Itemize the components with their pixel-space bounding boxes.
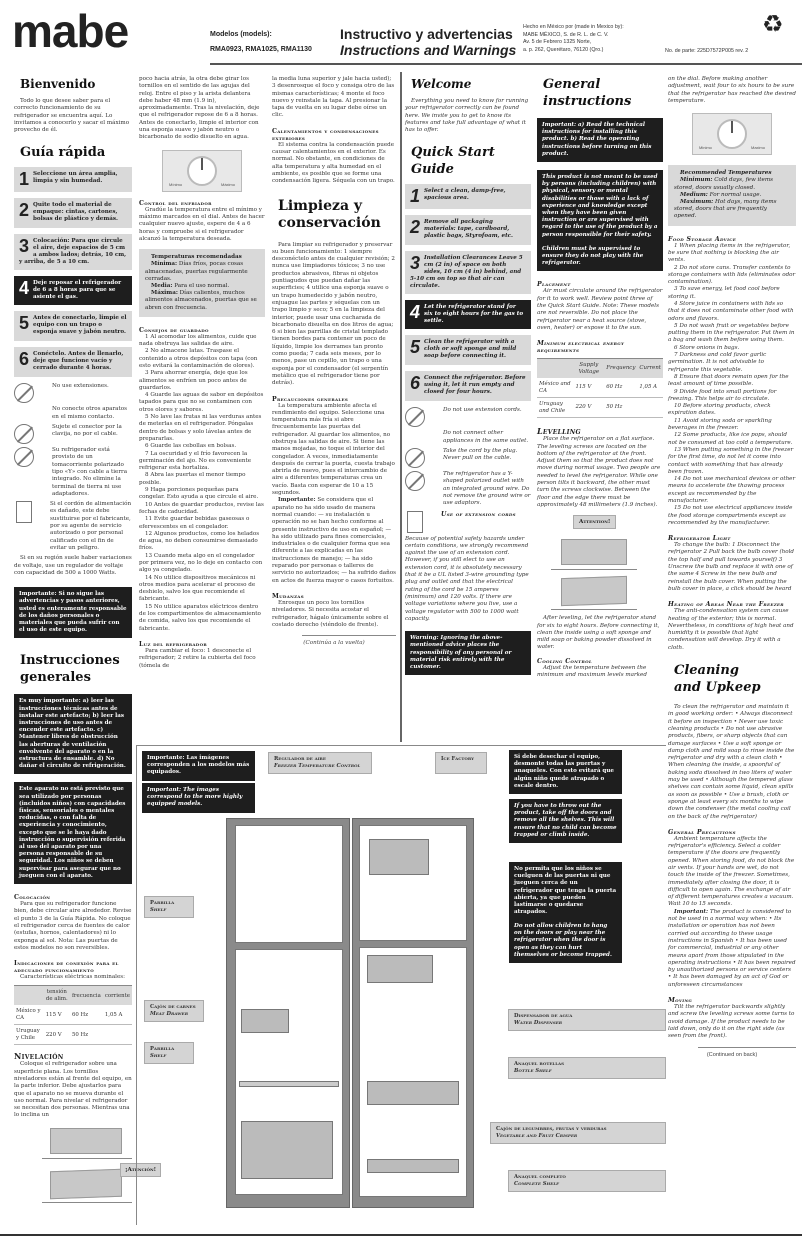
very-important-box: Es muy importante: a) leer las instrucciones técnicas antes de instalar este artefacto; b) leer las instrucciones de uso antes de encender este artefacto. c) Mantener libres de obstrucción las aberturas de ventilación envolvente del aparato o en la estructura de ensamble. d) No dañar el circuito de refrigeración. xyxy=(14,694,132,774)
leveling-illustration xyxy=(14,1126,132,1206)
storage-tip: 5 No lave las frutas ni las verduras antes de meterlas en el refrigerador. Póngalas dentro de bolsas y solo lávelas antes de prepararlas. xyxy=(139,414,262,442)
storage-tip: 1 When placing items in the refrigerator, be sure that nothing is blocking the air vents. xyxy=(668,242,791,264)
placement-title: Colocación xyxy=(14,894,51,902)
column-3 xyxy=(272,76,396,646)
column-6 xyxy=(668,76,796,1058)
moving-text-en: Tilt the refrigerator backwards slightly and screw the leveling screws some turns to avoid damage. If the product needs to be laid down, only do it on the right side (as seen from the front). xyxy=(668,1004,795,1040)
glass-shelf-shape xyxy=(239,1081,339,1087)
ice-factory-shape xyxy=(369,839,429,875)
warning-cord: Si el cordón de alimentación es dañado, este debe sustituirse por el fabricante, por su agente de servicio autorizado o por personal calificado con el fin de evitar un peligro. xyxy=(14,501,132,552)
leveling-text: Coloque el refrigerador sobre una superficie plana. Los tornillos niveladores están al frente del equipo, en la parte inferior. Debe ajustarlos para que el aparato no se mueva durante el uso normal. Para nivelar el refrigerador se necesitan dos personas. Mientras una lo inclina un xyxy=(14,1061,132,1119)
column-5 xyxy=(537,76,663,679)
storage-tip: 11 Evite guardar bebidas gaseosas o efervescentes en el congelador. xyxy=(139,516,250,530)
recommended-temps-box-en: Recommended Temperatures Minimum: Cold days, few items stored, doors usually closed. Medium: For normal usage. Maximum: Hot days, many items stored, doors that are frequently opened. xyxy=(668,165,796,225)
callout-crisper: Cajón de legumbres, frutas y verduras Vegetable and Fruit Crisper xyxy=(490,1122,666,1144)
storage-tip: 3 To save energy, let food cool before storing it. xyxy=(668,286,780,300)
levelling-illustration xyxy=(537,515,663,611)
important-text-en: Important: The product is considered to not be used in a normal way when: • Its installation or operation has not been carried out according to these usage instructions in Spanish • It has been used for commercial, industrial or any other means apart from those stipulated in the operating instructions • It has been repaired by unauthorized persons or service centers • It has been damaged by an act of God or unforeseen circumstances xyxy=(668,908,796,988)
warning-extension: No use extensiones. xyxy=(14,383,132,403)
no-extension-icon xyxy=(14,383,34,403)
precautions-title-en: General Precautions xyxy=(668,828,736,836)
cooler-text: Gradúe la temperatura entre el mínimo y máximo marcados en el dial. Antes de hacer cualquier nuevo ajuste, espere de 4 a 6 horas y compruebe si el refrigerador alcanzó la temperatura deseada. xyxy=(139,206,265,242)
column-2 xyxy=(139,76,265,670)
storage-tip: 13 Cuando meta algo en el congelador por primera vez, no lo deje en contacto con algo ya congelado. xyxy=(139,552,263,574)
diagram-note-en: Important: The images correspond to the more highly equipped models. xyxy=(142,783,255,813)
callout-shelf-mid: Parrilla Shelf xyxy=(144,1042,194,1064)
storage-tip: 5 Do not wash fruit or vegetables before putting them in the refrigerator. Put them in a bag and wash them before using them. xyxy=(668,322,795,344)
important-box: Importante: Si no sigue las advertencias y pasos anteriores, usted es enteramente responsable de los daños personales o materiales que pueda sufrir con el uso de este equipo. xyxy=(14,587,132,638)
quick-step-1-en: 1 Select a clean, damp-free, spacious area. xyxy=(405,184,531,209)
storage-tip: 13 When putting something in the freezer for the first time, do not let it come into contact with something that has already been frozen. xyxy=(668,446,794,475)
dial-knob[interactable] xyxy=(717,119,747,149)
quick-step-3-en: 3 Installation Clearances Leave 5 cm (2 in) of space on both sides, 10 cm (4 in) behind, and 5-10 cm on top so that air can circulate. xyxy=(405,251,531,294)
crisper-shape xyxy=(241,1121,333,1179)
warning-plug: Sujete el conector por la clavija, no por el cable. xyxy=(14,424,132,444)
heating-text-en: The anti-condensation system can cause heating of the exterior; this is normal. Nevertheless, in conditions of high heat and humidity it is possible that light condensation will develop. Dry it with a cloth. xyxy=(668,608,794,651)
divider xyxy=(698,1047,796,1048)
cooler-title: Control del enfriador xyxy=(139,199,212,207)
connection-title: Indicaciones de conexión para el adecuado funcionamiento xyxy=(14,960,119,975)
storage-tip: 9 Divide food into small portions for freezing. This helps air to circulate. xyxy=(668,388,777,402)
voltage-text: Si en su región suele haber variaciones de voltaje, use un regulador de voltaje con capacidad de 500 a 1000 Watts. xyxy=(14,555,132,576)
callout-ice-factory: Ice Factory xyxy=(435,752,487,774)
column-divider xyxy=(400,72,402,742)
divider xyxy=(302,635,396,636)
moving-text: Enrosque un poco los tornillos niveladores. Si necesita acostar el refrigerador, hágalo únicamente sobre el costado derecho (viéndolo de frente). xyxy=(272,599,389,628)
water-dispenser-shape xyxy=(367,955,433,983)
quick-step-2: 2 Quite todo el material de empaque: cintas, cartones, bolsas de plástico y demás. xyxy=(14,198,132,228)
children-warning-es: No permita que los niños se cuelguen de las puertas ni que jueguen cerca de un refrigerador que tenga la puerta abierta, ya que pueden lastimarse o quedarse atrapados. xyxy=(509,862,622,920)
section-title-quickstart: Quick Start Guide xyxy=(411,145,495,178)
moving-title-en: Moving xyxy=(668,997,693,1005)
bottom-rule xyxy=(0,1234,802,1236)
placement-title-en: Placement xyxy=(537,281,571,289)
dial-max-label: Maximo xyxy=(750,145,765,151)
after-levelling-text: After leveling, let the refrigerator stand for six to eight hours. Before connecting it, clean the inside using a soft sponge and mild soap or baking powder dissolved in water. xyxy=(537,615,660,651)
continued-es: (Continúa a la vuelta) xyxy=(303,640,365,647)
models-list: RMA0923, RMA1025, RMA1130 xyxy=(210,46,312,53)
quick-step-4: 4 Deje reposar el refrigerador de 6 a 8 horas para que se asiente el gas. xyxy=(14,276,132,305)
storage-tip: 3 Para ahorrar energía, deje que los alimentos se enfríen un poco antes de guardarlos. xyxy=(139,370,248,391)
section-title-welcome: Welcome xyxy=(411,77,472,91)
quick-step-6: 6 Conéctelo. Antes de llenarlo, deje que funcione vacío y cerrado durante 4 horas. xyxy=(14,347,132,377)
section-title-limpieza: Limpieza y conservación xyxy=(278,197,381,231)
fridge-right-door xyxy=(352,818,474,1208)
cooling-cont-text: on the dial. Before making another adjustment, wait four to six hours to be sure that the refrigerator has reached the desired temperature. xyxy=(668,76,797,104)
cleaning-text-en: To clean the refrigerator and maintain it in good working order: • Always disconnect it before an inspection • Never use toxic cleaning products • Do not use abrasive products, fibers, or sharp objects that can damage surfaces • Use a soft sponge or damp cloth and mild soap to rinse inside the refrigerator and dry with a clean cloth • When cleaning the inside, a spoonful of baking soda dissolved in two liters of water may be used • Although the tempered glass shelves can contain some liquid, clean spills as soon as possible • Use a brush, cloth or sponge at least every six months to wipe down the condenser (the metal cooling coil on the back of the refrigerator) xyxy=(668,704,795,820)
welcome-text-en: Everything you need to know for running your refrigerator correctly can be found here. We invite you to get to know its features and take full advantage of what it has to offer. xyxy=(405,98,529,134)
placement-text-en: Air must circulate around the refrigerator for it to work well. Review point three of the Quick Start Guide. Note: These models are not reversible. Do not place the refrigerator near a heat source (stove, oven, heater) or expose it to the sun. xyxy=(537,288,663,331)
important-text-es: Importante: Se considera que el aparato no ha sido usado de manera normal cuando: — su instalación u operación no se han hecho conforme al presente instructivo de uso en español; — ha sido utilizado para fines comerciales, industriales o de cualquier forma que sea diferente a las explicadas en las instrucciones de manejo; — ha sido reparado por personas o talleres de servicio no autorizados; — ha sufrido daños en actos de fuerza mayor o casos fortuitos. xyxy=(272,497,396,584)
storage-tip: 12 Some products, like ice pops, should not be consumed at too cold a temperature. xyxy=(668,432,793,446)
placement-text: Para que su refrigerador funcione bien, debe circular aire alrededor. Revise el punto 3 de la Guía Rápida. No coloque el refrigerador cerca de fuentes de calor (estufas, hornos, calentadores) ni lo exponga al sol. Nota: Las puertas de estos modelos no son reversibles. xyxy=(14,901,132,951)
quick-step-6-en: 6 Connect the refrigerator. Before using it, let it run empty and closed for four hours. xyxy=(405,371,531,401)
welcome-text: Todo lo que desee saber para el correcto funcionamiento de su refrigerador se encuentra aquí. Lo invitamos a conocerlo y sacar el máximo provecho de él. xyxy=(14,98,130,134)
important-box-en: Important: a) Read the technical instructions for installing this product. b) Read the operating instructions before turning on this product. xyxy=(537,118,663,162)
temperature-dial-en xyxy=(692,113,772,155)
cooling-title: Cooling Control xyxy=(537,657,592,665)
callout-shelf-top: Parrilla Shelf xyxy=(144,896,194,918)
levelling-title: Levelling xyxy=(537,426,581,437)
storage-title: Consejos de guardado xyxy=(139,326,209,334)
disposal-warning-en: If you have to throw out the product, take off the doors and remove all the shelves. This will ensure that no child can become trapped or climb inside. xyxy=(509,799,622,843)
attention-callout-en: Attention! xyxy=(573,515,616,529)
maker-line: Hecho en México por (made in Mexico by): xyxy=(523,24,624,30)
section-title-guia: Guía rápida xyxy=(20,145,106,161)
storage-tip: 14 Do not use mechanical devices or other means to accelerate the thawing process except as recommended by the manufacturer. xyxy=(668,476,796,504)
maker-info xyxy=(523,24,624,54)
temperature-dial xyxy=(162,150,242,192)
callout-water-dispenser: Dispensador de agua Water Dispenser xyxy=(508,1009,666,1031)
plug-icon xyxy=(407,511,423,533)
storage-tip: 10 Before storing products, check expiration dates. xyxy=(668,403,771,417)
table-row: México y CA 115 V 60 Hz 1,05 A xyxy=(14,1005,132,1025)
maker-line: MABE MÉXICO, S. de R. L. de C. V. xyxy=(523,31,609,38)
leveling-title: Nivelación xyxy=(14,1051,64,1062)
warning-box-en: Warning: Ignoring the above-mentioned advice places the responsibility of any personal or material risk entirely with the customer. xyxy=(405,631,531,675)
dial-min-label: Minimo xyxy=(699,145,712,151)
light-title: Luz del refrigerador xyxy=(139,640,207,648)
storage-tip: 11 Avoid storing soda or sparkling beverages in the freezer. xyxy=(668,417,772,432)
storage-tip: 7 Darkness and cold favor garlic germination. It is not advisable to refrigerate this vegetable. xyxy=(668,352,767,373)
section-title-bienvenido: Bienvenido xyxy=(20,77,96,91)
light-text: Para cambiar el foco: 1 desconecte el refrigerador; 2 retire la cubierta del foco (tómela de xyxy=(139,647,256,669)
doc-title-es: Instructivo y advertencias xyxy=(340,26,513,42)
quick-step-3: 3 Colocación: Para que circule el aire, deje espacios de 5 cm a ambos lados; detrás, 10 cm, y arriba, de 5 a 10 cm. xyxy=(14,234,132,270)
heating-title-en: Heating of Areas Near the Freezer xyxy=(668,601,784,609)
dial-max-label: Máximo xyxy=(220,181,235,187)
energy-title: Minimum electrical energy requirements xyxy=(537,340,625,355)
storage-tip: 1 Al acomodar los alimentos, cuide que nada obstruya las salidas de aire. xyxy=(139,333,257,348)
table-row: Uruguay y Chile 220 V 50 Hz xyxy=(14,1025,132,1045)
light-text-en: To change the bulb: 1 Disconnect the refrigerator 2 Pull back the bulb cover (hold the top half and pull towards yourself) 3 Unscrew the bulb and replace it with one of the same 4 Screw in the new bulb and reinstall the bulb cover. When putting the bulb cover in place, a click should be heard xyxy=(668,542,794,592)
children-warning-en: Do not allow children to hang on the doors or play near the refrigerator when the door is open as they can hurt themselves or become trapped. xyxy=(509,919,622,963)
column-4 xyxy=(405,76,531,675)
section-title-cleaning: Cleaning and Upkeep xyxy=(674,663,761,696)
electrical-table-es: tensión de alim. frecuencia corriente México y CA 115 V 60 Hz 1,05 A Uruguay y Chile 220 V 50 Hz xyxy=(14,985,132,1045)
diagram-note-es: Importante: Las imágenes corresponden a los modelos más equipados. xyxy=(142,751,255,781)
part-number: No. de parte: 225D7572P005 rev. 2 xyxy=(665,48,749,54)
bottle-shelf-shape xyxy=(367,1081,459,1105)
callout-complete-shelf: Anaquel completo Complete Shelf xyxy=(508,1170,666,1192)
storage-tip: 10 Antes de guardar productos, revise las fechas de caducidad. xyxy=(139,501,264,515)
callout-air-regulator: Regulador de aire Freezer Temperature Control xyxy=(268,752,372,774)
complete-shelf-shape xyxy=(367,1159,459,1173)
light-cont-text: la media luna superior y jale hacia usted); 3 desenrosque el foco y consiga otro de las mismas características; 4 monte el foco nuevo y reinstale la tapa. Al presionar la tapa de vuelta en su lugar debe oírse un clic. xyxy=(272,76,395,119)
storage-tip: 15 Do not use electrical appliances inside the food storage compartments except as recommended by the manufacturer. xyxy=(668,505,793,526)
dial-min-label: Mínimo xyxy=(169,181,183,187)
no-pull-cord-icon xyxy=(405,448,425,468)
no-adapter-icon xyxy=(405,471,425,491)
electrical-table-en: Supply Voltage Frequency Current México and CA 115 V 60 Hz 1,05 A Uruguay and Chile 220 V 50 Hz xyxy=(537,358,663,418)
storage-tip: 12 Algunos productos, como los helados de agua, no deben consumirse demasiado fríos. xyxy=(139,530,260,552)
section-title-generales: Instrucciones generales xyxy=(20,653,120,686)
warning-plug-en: Take the cord by the plug. Never pull on the cable. xyxy=(405,448,531,468)
storage-tip: 8 Abra las puertas el menor tiempo posible. xyxy=(139,472,246,486)
heating-text: El sistema contra la condensación puede causar calentamientos en el exterior. Es normal. No obstante, en condiciones de alta temperatura y alta humedad en el ambiente, es posible que se forme una condensación ligera. Séquela con un trapo. xyxy=(272,141,395,185)
storage-tip: 8 Ensure that doors remain open for the least amount of time possible. xyxy=(668,373,789,388)
brand-logo: mabe xyxy=(12,5,129,57)
cleaning-text: Para limpiar su refrigerador y preservar su buen funcionamiento: 1 siempre desconéctelo antes de cualquier revisión; 2 nunca use limpiadores tóxicos; 3 no use productos abrasivos, fibras ni objetos puntiagudos que puedan dañar las superficies; 4 utilice una esponja suave o un trapo humedecido y jabón neutro, enjuague las partes y séquelas con un trapo limpio y seco; 5 en la limpieza del interior, puede usar una cucharada de bicarbonato disuelta en dos litros de agua; 6 si bien las parrillas de cristal templado tienen bordes para contener un poco de líquido, limpie los derrames tan pronto como pueda; 7 cada seis meses, por lo menos, pase un cepillo, un trapo o una esponja por el condensador (el serpentín metálico que el refrigerador tiene por detrás). xyxy=(272,241,395,387)
maker-line: Av. 5 de Febrero 1325 Norte, xyxy=(523,39,592,45)
storage-tip: 6 Guarde las cebollas en bolsas. xyxy=(145,443,237,450)
precautions-text: La temperatura ambiente afecta el rendimiento del equipo. Seleccione una temperatura más fría si abre frecuentemente las puertas del refrigerador. Al guardar los alimentos, no obstruya las salidas de aire. Si tiene las manos mojadas, no toque el interior del congelador. A veces, inmediatamente después de cerrar la puerta, cuesta trabajo abrirla de nuevo, pues el intercambio de aire a diferentes temperaturas crea un vacío. Basta con esperar de 10 a 15 segundos. xyxy=(272,402,395,497)
storage-tip: 6 Store onions in bags. xyxy=(674,344,740,351)
models-label: Modelos (models): xyxy=(210,31,272,38)
plug-icon xyxy=(16,501,32,523)
column-1 xyxy=(14,76,132,1206)
connection-sub: Características eléctricas nominales: xyxy=(20,974,126,981)
persons-warning-box: Este aparato no está previsto que sea utilizado por personas (incluidos niños) con capacidades físicas, sensoriales o mentales reducidas, o con falta de experiencia y conocimiento, excepto que se le haya dado instrucción o supervisión referida al uso del aparato por una persona responsable de su seguridad. Los niños se deben supervisar para asegurar que no jueguen con el aparato. xyxy=(14,782,132,884)
quick-step-5: 5 Antes de conectarlo, limpie el equipo con un trapo o esponja suave y jabón neutro. xyxy=(14,311,132,341)
storage-tip: 4 Store juice in containers with lids so that it does not contaminate other food with odors and flavors. xyxy=(668,300,794,322)
storage-tip: 2 No almacene latas. Traspase el contenido a otros depósitos con tapa (con esto evitará la contaminación de olores). xyxy=(139,348,258,369)
heating-title: Calentamientos y condensaciones exteriores xyxy=(272,127,379,142)
storage-tip: 7 La oscuridad y el frío favorecen la germinación del ajo. No es conveniente refrigerar esta hortaliza. xyxy=(139,450,252,472)
warning-extension-en: Do not use extension cords. xyxy=(405,407,531,427)
storage-tip: 15 No utilice aparatos eléctricos dentro de los compartimentos de almacenamiento de comida, salvo los que recomiende el fabricante. xyxy=(139,603,261,632)
no-extension-icon xyxy=(405,407,425,427)
recycle-icon: ♻ xyxy=(762,10,784,38)
table-row: México and CA 115 V 60 Hz 1,05 A xyxy=(537,378,663,398)
cooling-text: Adjust the temperature between the minimum and maximum levels marked xyxy=(537,664,647,678)
quick-step-1: 1 Seleccione un área amplia, limpia y sin humedad. xyxy=(14,167,132,192)
quick-step-5-en: 5 Clean the refrigerator with a cloth or soft sponge and mild soap before connecting it. xyxy=(405,335,531,365)
fridge-left-door xyxy=(226,818,350,1208)
meat-drawer-shape xyxy=(241,1009,289,1033)
continued-en: (Continued on back) xyxy=(706,1051,758,1058)
doc-title-en: Instructions and Warnings xyxy=(340,42,517,58)
callout-meat-drawer: Cajón de carnes Meat Drawer xyxy=(144,1000,204,1022)
precautions-title: Precauciones generales xyxy=(272,395,349,403)
moving-title: Mudanzas xyxy=(272,592,304,600)
storage-tip: 4 Guarde las aguas de sabor en depósitos tapados para que no se contaminen con otros olores y sabores. xyxy=(139,392,264,413)
extension-text: Because of potential safety hazards under certain conditions, we strongly recommend against the use of an extension cord. However, if you still elect to use an extension cord, it is absolutely necessary that it be a UL listed 3-wire grounding type plug and outlet and that the electrical rating of the cord be 15 amperes (minimum) and 120 volts. If there are voltage variations where you live, use a voltage regulator with 500 to 1000 watt capacity. xyxy=(405,535,529,622)
levelling-text: Place the refrigerator on a flat surface. The leveling screws are located on the bottom of the refrigerator at the front. Adjust them so that the product does not move during normal usage. Two people are needed to level the refrigerator. While one person tilts it backward, the other must turn the screws clockwise. Between the floor and the edge there must be approximately 48 millimeters (1.9 inches). xyxy=(537,436,661,508)
storage-tip: 2 Do not store cans. Transfer contents to storage containers with lids (eliminates odor contamination). xyxy=(668,264,796,286)
warning-ground: Su refrigerador está provisto de un tomacorriente polarizado tipo «Y» con cable a tierra integrado. No elimine la terminal de tierra ni use adaptadores. xyxy=(14,447,132,498)
attention-callout-es: ¡Atención! xyxy=(120,1163,161,1177)
maker-line: a. p. 262, Querétaro, 76120 (Qro.) xyxy=(523,46,604,53)
section-title-general: General instructions xyxy=(543,77,632,109)
warning-outlet: No conecte otros aparatos en el mismo contacto. xyxy=(52,406,127,420)
no-adapter-icon xyxy=(14,447,34,467)
dial-knob[interactable] xyxy=(187,156,217,186)
callout-bottle-shelf: Anaquel botellas Bottle Shelf xyxy=(508,1057,666,1079)
precautions-text-en: Ambient temperature affects the refrigerator's efficiency. Select a colder temperature if the doors are frequently opened. When storing food, do not block the air vents. If your hands are wet, do not touch the inside of the freezer. Sometimes, immediately after closing the door, it is difficult to open again. The exchange of air of different temperatures creates a vacuum. Wait 10 to 15 seconds. xyxy=(668,835,795,908)
no-pull-cord-icon xyxy=(14,424,34,444)
warning-outlet-en: Do not connect other appliances in the same outlet. xyxy=(443,430,529,444)
disposal-warning-es: Si debe desechar el equipo, desmonte todas las puertas y anaqueles. Con esto evitará que algún niño quede atrapado o escale dentro. xyxy=(509,750,622,794)
storage-tip: 9 Haga porciones pequeñas para congelar. Esto ayuda a que circule el aire. xyxy=(139,487,259,501)
food-storage-title: Food Storage Advice xyxy=(668,235,737,243)
extension-cords: Use of extension cords xyxy=(405,511,531,533)
header-rule xyxy=(210,63,802,65)
quick-step-2-en: 2 Remove all packaging materials: tape, cardboard, plastic bags, Styrofoam, etc. xyxy=(405,215,531,245)
quick-step-4-en: 4 Let the refrigerator stand for six to eight hours for the gas to settle. xyxy=(405,300,531,329)
leveling-cont-text: poco hacia atrás, la otra debe girar los tornillos en el sentido de las agujas del reloj. Entre el piso y la arista delantera debe haber 48 mm (1.9 in), aproximadamente. Tras la nivelación, deje que el refrigerador repose de 6 a 8 horas. Antes de conectarlo, limpie el interior con una esponja suave y jabón neutro o bicarbonato de sodio disuelto en agua. xyxy=(139,76,260,141)
warning-ground-en: The refrigerator has a Y-shaped polarized outlet with an integrated ground wire. Do not remove the ground wire or use adaptors. xyxy=(405,471,531,507)
recommended-temps-box: Temperaturas recomendadas Mínima: Días fríos, pocas cosas almacenadas, puertas regularmente cerradas. Media: Para el uso normal. Máxima: Días calientes, muchos alimentos almacenados, puertas que se abren con frecuencia. xyxy=(139,249,265,317)
storage-tip: 14 No utilice dispositivos mecánicos ni otros medios para acelerar el proceso de deshielo, salvo los que recomiende el fabricante. xyxy=(139,574,256,603)
persons-box-en: This product is not meant to be used by persons (including children) with physical, sensory or mental disabilities or those with a lack of experience and knowledge except when they have been given instruction or are supervised with regard to the use of the product by a person responsible for their safety. Children must be supervised to ensure they do not play with the refrigerator. xyxy=(537,170,663,271)
table-row: Uruguay and Chile 220 V 50 Hz xyxy=(537,398,663,418)
freezer-compartment xyxy=(235,825,343,943)
light-title-en: Refrigerator Light xyxy=(668,535,731,543)
